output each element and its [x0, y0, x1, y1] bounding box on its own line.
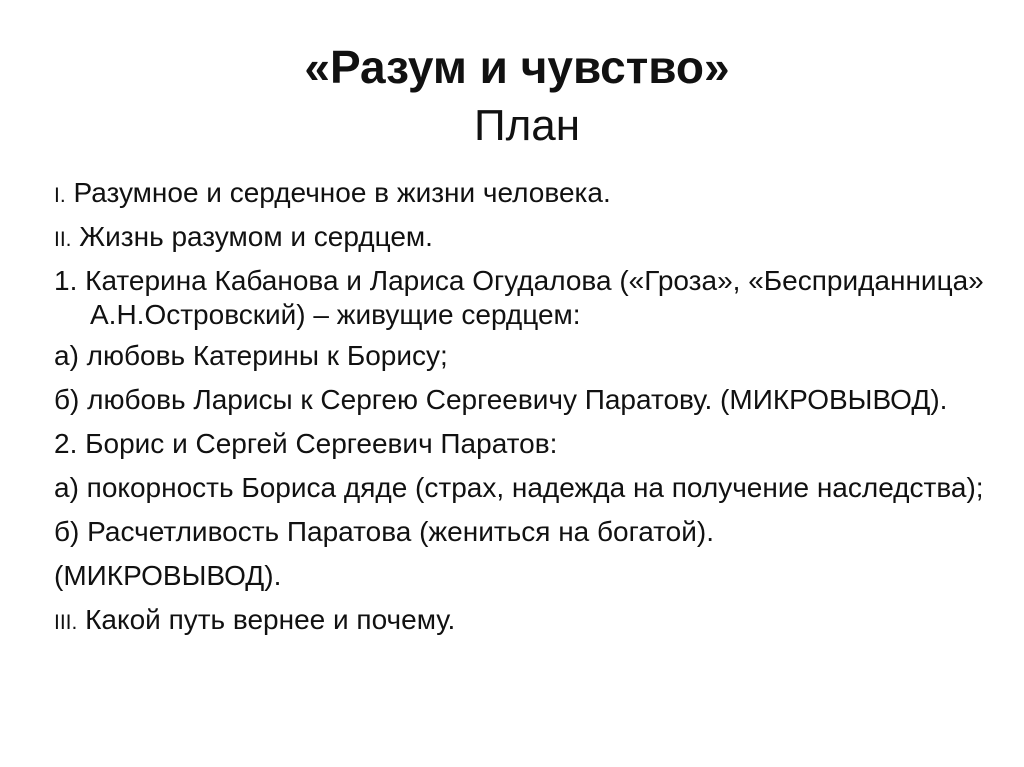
plan-item-text: Жизнь разумом и сердцем.	[71, 221, 433, 252]
slide-subtitle: План	[473, 101, 581, 150]
plan-item-9	[54, 560, 984, 594]
plan-item-5	[54, 384, 984, 418]
plan-item-text: Какой путь вернее и почему.	[77, 604, 456, 635]
plan-item-6	[54, 428, 984, 462]
plan-item-text: б) любовь Ларисы к Сергею Сергеевичу Паратову. (МИКРОВЫВОД).	[54, 384, 948, 415]
plan-item-1	[54, 177, 984, 211]
plan-item-text: (МИКРОВЫВОД).	[54, 560, 282, 591]
slide-title: «Разум и чувство»	[304, 41, 730, 93]
plan-item-text: а) любовь Катерины к Борису;	[54, 340, 448, 371]
title-block	[0, 36, 1024, 154]
plan-item-7	[54, 472, 984, 506]
plan-item-marker: III.	[54, 611, 78, 634]
plan-list	[54, 177, 984, 648]
plan-item-text: б) Расчетливость Паратова (жениться на богатой).	[54, 516, 714, 547]
plan-item-2	[54, 221, 984, 255]
plan-item-4	[54, 340, 984, 374]
plan-item-marker: I.	[54, 184, 66, 207]
plan-item-10	[54, 604, 984, 638]
plan-item-text: а) покорность Бориса дяде (страх, надежда на получение наследства);	[54, 472, 984, 503]
plan-item-text: 1. Катерина Кабанова и Лариса Огудалова («Гроза», «Бесприданница» А.Н.Островский) – живущие сердцем:	[54, 265, 984, 330]
plan-item-3	[54, 265, 984, 330]
plan-item-marker: II.	[54, 228, 72, 251]
plan-item-text: 2. Борис и Сергей Сергеевич Паратов:	[54, 428, 558, 459]
plan-item-text: Разумное и сердечное в жизни человека.	[65, 177, 611, 208]
plan-item-8	[54, 516, 984, 550]
